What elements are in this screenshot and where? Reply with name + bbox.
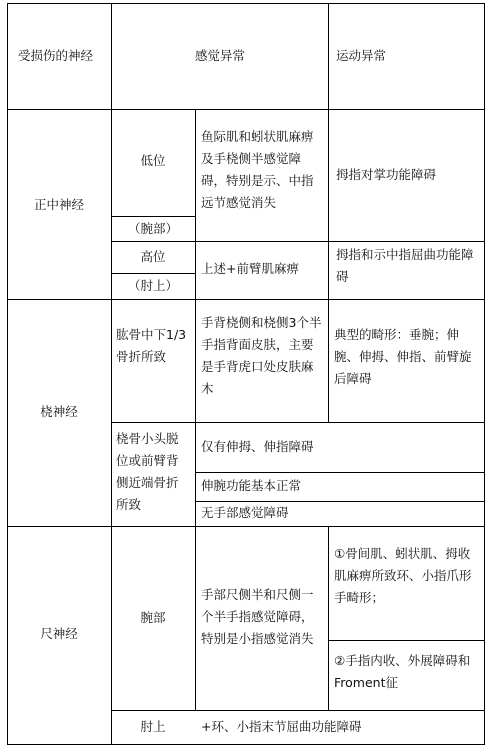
ulnar-elbow-label: 肘上 xyxy=(140,719,166,734)
rule-bottom xyxy=(7,744,484,745)
rule-col3-radial xyxy=(328,299,329,423)
rule-median-bottom xyxy=(7,299,484,300)
header-motor: 运动异常 xyxy=(336,48,387,63)
ulnar-elbow-desc: +环、小指末节屈曲功能障碍 xyxy=(201,719,362,734)
rule-ulnar-motor-split xyxy=(328,640,484,641)
rule-ulnar-elbow xyxy=(111,710,484,711)
header-nerve: 受损伤的神经 xyxy=(18,48,94,63)
rule-col2-ulnar xyxy=(195,526,196,711)
radial-head-row3: 无手部感觉障碍 xyxy=(201,505,289,520)
ulnar-wrist-label: 腕部 xyxy=(140,610,166,625)
rule-right xyxy=(484,3,485,745)
radial-humerus-motor: 典型的畸形：垂腕；伸腕、伸拇、伸指、前臂旋后障碍 xyxy=(334,327,472,386)
median-high-label: 高位 xyxy=(140,249,166,264)
rule-col1 xyxy=(111,3,112,745)
rule-radial-mid xyxy=(111,422,484,423)
rule-top xyxy=(7,3,484,4)
radial-humerus-sensory: 手背桡侧和桡侧3个半手指背面皮肤，主要是手背虎口处皮肤麻木 xyxy=(201,315,322,396)
radial-head-row1: 仅有伸拇、伸指障碍 xyxy=(201,439,314,454)
radial-humerus-label: 肱骨中下1/3骨折所致 xyxy=(116,327,187,364)
median-low-label: 低位 xyxy=(140,153,166,168)
rule-col3-header xyxy=(328,3,329,110)
rule-median-high-elbow xyxy=(111,273,195,274)
rule-col2-median xyxy=(195,109,196,300)
median-low-motor: 拇指对掌功能障碍 xyxy=(336,167,437,182)
median-wrist-label: （腕部） xyxy=(127,221,178,236)
rule-col3-ulnar xyxy=(328,526,329,711)
median-high-sensory: 上述+前臂肌麻痹 xyxy=(201,261,299,276)
median-high-motor: 拇指和示中指屈曲功能障碍 xyxy=(336,247,474,284)
rule-radial-sub1 xyxy=(195,472,484,473)
rule-radial-bottom xyxy=(7,526,484,527)
radial-nerve-name: 桡神经 xyxy=(40,404,78,419)
rule-median-low-high xyxy=(111,241,484,242)
ulnar-wrist-motor-2: ②手指内收、外展障碍和Froment征 xyxy=(334,653,471,690)
median-low-sensory: 鱼际肌和蚓状肌麻痹及手桡侧半感觉障碍，特别是示、中指远节感觉消失 xyxy=(201,129,314,210)
radial-head-row2: 伸腕功能基本正常 xyxy=(201,478,302,493)
rule-header-bottom xyxy=(7,109,484,110)
median-nerve-name: 正中神经 xyxy=(33,197,84,212)
ulnar-wrist-sensory: 手部尺侧半和尺侧一个半手指感觉障碍，特别是小指感觉消失 xyxy=(201,587,314,646)
ulnar-wrist-motor-1: ①骨间肌、蚓状肌、拇收肌麻痹所致环、小指爪形手畸形； xyxy=(334,546,472,605)
header-sensory: 感觉异常 xyxy=(195,48,246,63)
rule-median-low-wrist xyxy=(111,216,195,217)
rule-col3-median xyxy=(328,109,329,300)
radial-head-label: 桡骨小头脱位或前臂背侧近端骨折所致 xyxy=(116,431,179,512)
ulnar-nerve-name: 尺神经 xyxy=(40,626,78,641)
rule-col2-radial xyxy=(195,299,196,527)
median-elbow-label: （肘上） xyxy=(127,278,178,293)
